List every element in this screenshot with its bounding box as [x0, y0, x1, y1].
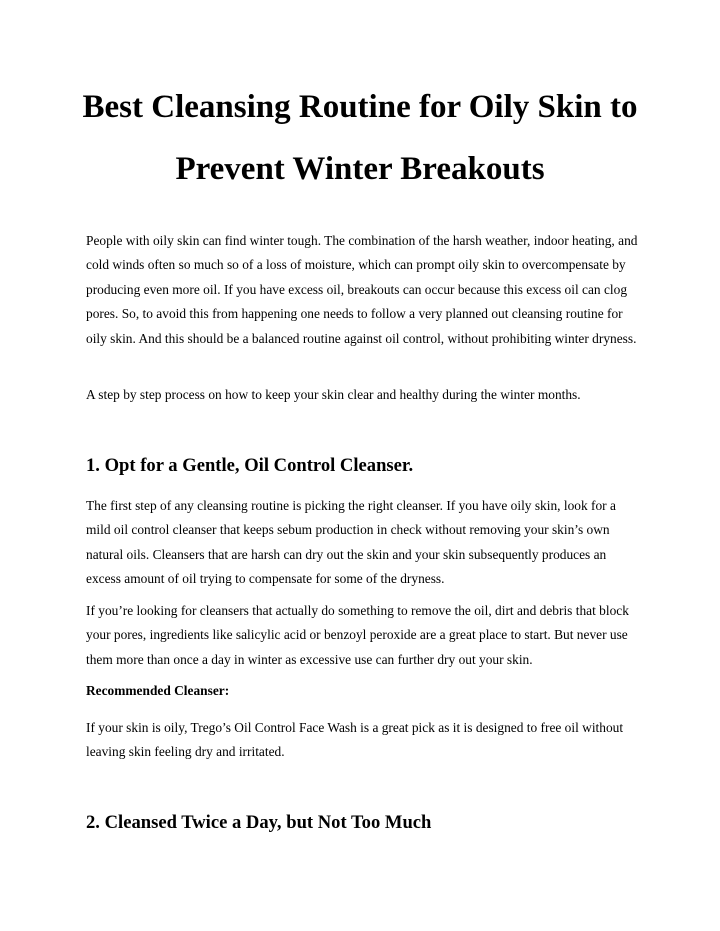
page-title: Best Cleansing Routine for Oily Skin to Prevent Winter Breakouts — [82, 89, 638, 187]
section-1-paragraph-2: If you’re looking for cleansers that actually do something to remove the oil, dirt and debris that block your pores, ingredients like salicylic acid or benzoyl peroxide are a great place to start. But never use them more than once a day in winter as excessive use can further dry out your skin. — [86, 603, 629, 667]
section-1-heading: 1. Opt for a Gentle, Oil Control Cleanser. — [86, 455, 414, 476]
section-1-paragraph-1: The first step of any cleansing routine is picking the right cleanser. If you have oily skin, look for a mild oil control cleanser that keeps sebum production in check without removing your skin’s own natural oils. Cleansers that are harsh can dry out the skin and your skin subsequently produces an excess amount of oil trying to compensate for some of the dryness. — [86, 498, 616, 587]
recommended-text: If your skin is oily, Trego’s Oil Control Face Wash is a great pick as it is designed to free oil without leaving skin feeling dry and irritated. — [86, 720, 624, 760]
intro-paragraph-2: A step by step process on how to keep your skin clear and healthy during the winter months. — [86, 387, 581, 402]
intro-paragraph: People with oily skin can find winter tough. The combination of the harsh weather, indoor heating, and cold winds often so much so of a loss of moisture, which can prompt oily skin to overcompensate by producing even more oil. If you have excess oil, breakouts can occur because this excess oil can clog pores. So, to avoid this from happening one needs to follow a very planned out cleansing routine for oily skin. And this should be a balanced routine against oil control, without prohibiting winter dryness. — [86, 233, 638, 346]
section-2-heading: 2. Cleansed Twice a Day, but Not Too Much — [86, 812, 432, 833]
recommended-label: Recommended Cleanser: — [86, 683, 230, 698]
